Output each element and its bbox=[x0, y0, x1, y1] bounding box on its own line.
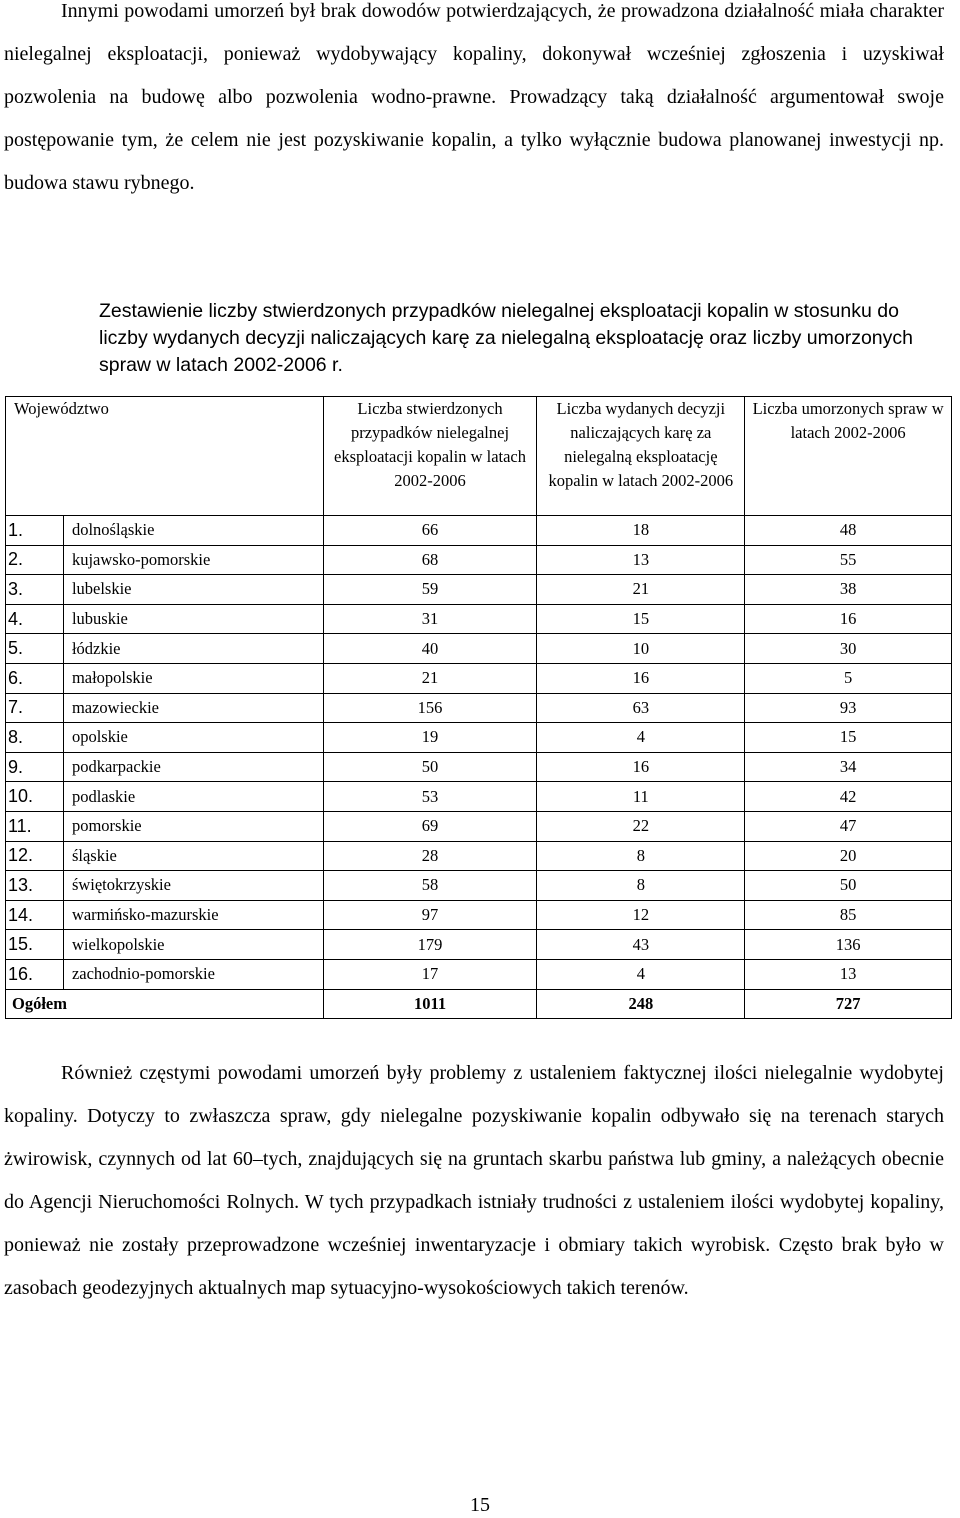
row-decisions: 10 bbox=[537, 634, 745, 664]
paragraph-intro: Innymi powodami umorzeń był brak dowodów potwierdzających, że prowadzona działalność miała charakter nielegalnej eksploatacji, ponieważ wydobywający kopaliny, dokonywał wcześniej zgłoszenia i uzyskiwał pozwolenia na budowę albo pozwolenia wodno-prawne. Prowadzący taką działalność argumentował swoje postępowanie tym, że celem nie jest pozyskiwanie kopalin, a tylko wyłącznie budowa planowanej inwestycji np. budowa stawu rybnego. bbox=[4, 0, 944, 194]
row-voivodeship: podlaskie bbox=[63, 782, 323, 812]
row-number: 9. bbox=[6, 752, 64, 782]
row-voivodeship: opolskie bbox=[63, 723, 323, 753]
table-row bbox=[6, 604, 952, 634]
row-decisions: 18 bbox=[537, 516, 745, 546]
row-number: 14. bbox=[6, 900, 64, 930]
row-number: 6. bbox=[6, 663, 64, 693]
row-detected: 31 bbox=[323, 604, 537, 634]
row-discontinued: 48 bbox=[745, 516, 952, 546]
row-discontinued: 50 bbox=[745, 871, 952, 901]
table-row bbox=[6, 723, 952, 753]
total-discontinued: 727 bbox=[745, 989, 952, 1019]
row-number: 8. bbox=[6, 723, 64, 753]
row-decisions: 12 bbox=[537, 900, 745, 930]
row-decisions: 21 bbox=[537, 575, 745, 605]
row-number: 4. bbox=[6, 604, 64, 634]
row-decisions: 22 bbox=[537, 811, 745, 841]
row-detected: 21 bbox=[323, 663, 537, 693]
row-detected: 97 bbox=[323, 900, 537, 930]
table-row bbox=[6, 693, 952, 723]
table-row bbox=[6, 841, 952, 871]
row-detected: 40 bbox=[323, 634, 537, 664]
row-detected: 19 bbox=[323, 723, 537, 753]
table-row bbox=[6, 545, 952, 575]
row-number: 7. bbox=[6, 693, 64, 723]
row-discontinued: 13 bbox=[745, 959, 952, 989]
voivodeship-table bbox=[5, 396, 952, 1019]
table-row bbox=[6, 959, 952, 989]
row-voivodeship: warmińsko-mazurskie bbox=[63, 900, 323, 930]
row-discontinued: 15 bbox=[745, 723, 952, 753]
total-label: Ogółem bbox=[6, 989, 324, 1019]
row-decisions: 8 bbox=[537, 841, 745, 871]
table-total-row bbox=[6, 989, 952, 1019]
row-voivodeship: lubelskie bbox=[63, 575, 323, 605]
row-voivodeship: małopolskie bbox=[63, 663, 323, 693]
table-row bbox=[6, 516, 952, 546]
row-number: 15. bbox=[6, 930, 64, 960]
row-detected: 59 bbox=[323, 575, 537, 605]
row-discontinued: 93 bbox=[745, 693, 952, 723]
row-discontinued: 136 bbox=[745, 930, 952, 960]
row-voivodeship: lubuskie bbox=[63, 604, 323, 634]
row-number: 13. bbox=[6, 871, 64, 901]
row-decisions: 8 bbox=[537, 871, 745, 901]
table-header-row bbox=[6, 397, 952, 516]
row-voivodeship: wielkopolskie bbox=[63, 930, 323, 960]
row-number: 5. bbox=[6, 634, 64, 664]
header-detected: Liczba stwierdzonych przypadków nielegalnej eksploatacji kopalin w latach 2002-2006 bbox=[323, 397, 537, 516]
row-discontinued: 55 bbox=[745, 545, 952, 575]
row-decisions: 16 bbox=[537, 663, 745, 693]
row-number: 2. bbox=[6, 545, 64, 575]
row-detected: 66 bbox=[323, 516, 537, 546]
row-voivodeship: dolnośląskie bbox=[63, 516, 323, 546]
row-detected: 17 bbox=[323, 959, 537, 989]
paragraph-conclusion: Również częstymi powodami umorzeń były problemy z ustaleniem faktycznej ilości nielegalnie wydobytej kopaliny. Dotyczy to zwłaszcza spraw, gdy nielegalne pozyskiwanie kopalin odbywało się na terenach starych żwirowisk, czynnych od lat 60–tych, znajdujących się na gruntach skarbu państwa lub gminy, a należących obecnie do Agencji Nieruchomości Rolnych. W tych przypadkach istniały trudności z ustaleniem ilości wydobytej kopaliny, ponieważ nie zostały przeprowadzone wcześniej inwentaryzacje i obmiary takich wyrobisk. Często brak było w zasobach geodezyjnych aktualnych map sytuacyjno-wysokościowych takich terenów. bbox=[4, 1062, 944, 1299]
table-row bbox=[6, 811, 952, 841]
row-voivodeship: kujawsko-pomorskie bbox=[63, 545, 323, 575]
table-caption bbox=[4, 298, 944, 379]
row-detected: 179 bbox=[323, 930, 537, 960]
row-discontinued: 42 bbox=[745, 782, 952, 812]
table-row bbox=[6, 575, 952, 605]
row-detected: 68 bbox=[323, 545, 537, 575]
table-row bbox=[6, 871, 952, 901]
row-decisions: 43 bbox=[537, 930, 745, 960]
row-discontinued: 16 bbox=[745, 604, 952, 634]
table-row bbox=[6, 634, 952, 664]
total-detected: 1011 bbox=[323, 989, 537, 1019]
row-discontinued: 85 bbox=[745, 900, 952, 930]
table-row bbox=[6, 752, 952, 782]
row-voivodeship: świętokrzyskie bbox=[63, 871, 323, 901]
row-voivodeship: śląskie bbox=[63, 841, 323, 871]
table-row bbox=[6, 900, 952, 930]
table-row bbox=[6, 782, 952, 812]
row-discontinued: 5 bbox=[745, 663, 952, 693]
row-voivodeship: mazowieckie bbox=[63, 693, 323, 723]
row-decisions: 16 bbox=[537, 752, 745, 782]
row-detected: 156 bbox=[323, 693, 537, 723]
row-detected: 58 bbox=[323, 871, 537, 901]
table-caption-label bbox=[4, 298, 99, 325]
row-number: 10. bbox=[6, 782, 64, 812]
row-detected: 69 bbox=[323, 811, 537, 841]
total-decisions: 248 bbox=[537, 989, 745, 1019]
row-decisions: 4 bbox=[537, 723, 745, 753]
row-voivodeship: podkarpackie bbox=[63, 752, 323, 782]
row-discontinued: 20 bbox=[745, 841, 952, 871]
row-decisions: 4 bbox=[537, 959, 745, 989]
row-discontinued: 34 bbox=[745, 752, 952, 782]
row-decisions: 13 bbox=[537, 545, 745, 575]
row-detected: 53 bbox=[323, 782, 537, 812]
row-discontinued: 47 bbox=[745, 811, 952, 841]
header-voivodeship: Województwo bbox=[6, 397, 324, 516]
row-detected: 28 bbox=[323, 841, 537, 871]
row-number: 12. bbox=[6, 841, 64, 871]
table-caption-text: Zestawienie liczby stwierdzonych przypadków nielegalnej eksploatacji kopalin w stosunku do liczby wydanych decyzji naliczających karę za nielegalną eksploatację oraz liczby umorzonych spraw w latach 2002-2006 r. bbox=[99, 300, 913, 376]
page-number: 15 bbox=[470, 1494, 490, 1516]
table-row bbox=[6, 930, 952, 960]
row-number: 1. bbox=[6, 516, 64, 546]
row-number: 11. bbox=[6, 811, 64, 841]
row-detected: 50 bbox=[323, 752, 537, 782]
header-discontinued: Liczba umorzonych spraw w latach 2002-2006 bbox=[745, 397, 952, 516]
row-voivodeship: łódzkie bbox=[63, 634, 323, 664]
row-number: 16. bbox=[6, 959, 64, 989]
row-decisions: 11 bbox=[537, 782, 745, 812]
row-decisions: 63 bbox=[537, 693, 745, 723]
row-number: 3. bbox=[6, 575, 64, 605]
row-voivodeship: zachodnio-pomorskie bbox=[63, 959, 323, 989]
table-row bbox=[6, 663, 952, 693]
row-decisions: 15 bbox=[537, 604, 745, 634]
row-discontinued: 38 bbox=[745, 575, 952, 605]
row-voivodeship: pomorskie bbox=[63, 811, 323, 841]
header-decisions: Liczba wydanych decyzji naliczających karę za nielegalną eksploatację kopalin w latach 2002-2006 bbox=[537, 397, 745, 516]
row-discontinued: 30 bbox=[745, 634, 952, 664]
